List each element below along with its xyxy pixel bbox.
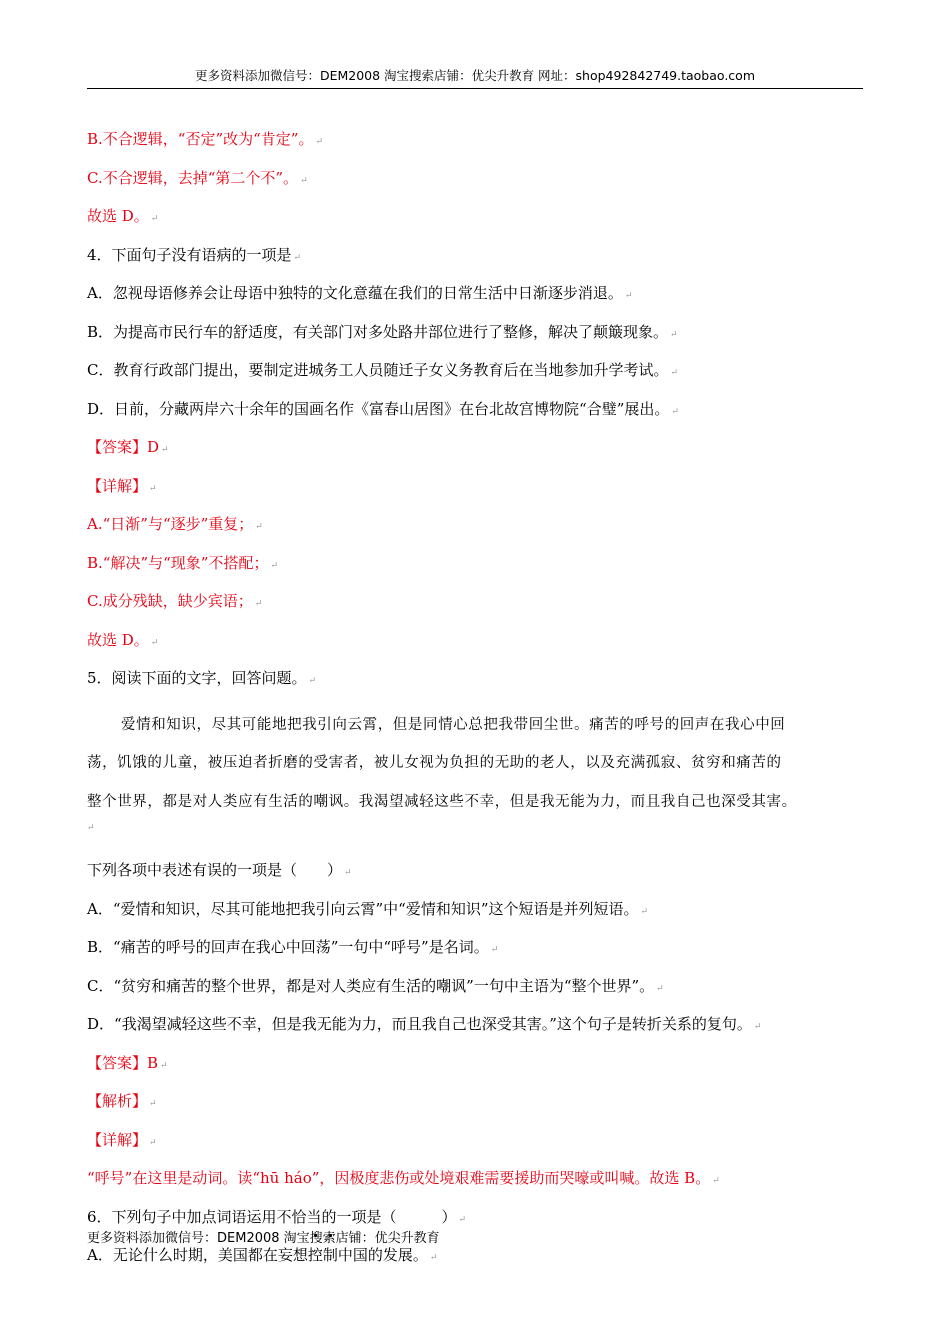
paragraph-mark-icon: ↵ (161, 445, 169, 455)
paragraph-mark-icon: ↵ (149, 483, 157, 494)
text-line: A．“爱情和知识，尽其可能地把我引向云霄”中“爱情和知识”这个短语是并列短语。 ↵ (87, 899, 649, 918)
paragraph-mark-icon: ↵ (270, 560, 279, 571)
text-line: 4．下面句子没有语病的一项是 ↵ (87, 245, 302, 264)
text-line: 下列各项中表述有误的一项是（ ） ↵ (87, 861, 352, 879)
text-line: B.“解决”与“现象”不搭配； ↵ (87, 553, 279, 572)
paragraph-mark-icon: ↵ (87, 823, 95, 833)
paragraph-mark-icon: ↵ (160, 1060, 168, 1071)
passage-line: 整个世界，都是对人类应有生活的嘲讽。我渴望减轻这些不幸，但是我无能为力，而且我自己也深受其害。 (87, 793, 797, 810)
text-line: C．教育行政部门提出，要制定进城务工人员随迁子女义务教育后在当地参加升学考试。 ↵ (87, 361, 679, 379)
document-body (87, 122, 867, 1277)
text-line: 【答案】B ↵ (87, 1053, 168, 1072)
text-line: C.不合逻辑，去掉“第二个不”。 ↵ (87, 168, 308, 187)
text-line: 故选 D。 ↵ (87, 630, 159, 649)
header-text: 更多资料添加微信号：DEM2008 淘宝搜索店铺：优尖升教育 网址：shop492842749.taobao.com (194, 68, 756, 83)
paragraph-mark-icon: ↵ (671, 406, 679, 417)
paragraph-mark-icon: ↵ (300, 175, 308, 186)
paragraph-mark-icon: ↵ (429, 1253, 438, 1263)
paragraph-mark-icon: ↵ (624, 291, 633, 301)
paragraph-mark-icon: ↵ (150, 637, 159, 648)
paragraph-mark-icon: ↵ (712, 1176, 720, 1186)
paragraph-mark-icon: ↵ (458, 1214, 467, 1225)
question-6-option-a: A．无论什么时期，美国都在妄想控制 中国的发展。 ↵ (87, 1238, 867, 1277)
paragraph-mark-icon: ↵ (656, 983, 664, 994)
text-line: 【答案】D ↵ (87, 438, 169, 456)
passage-line: 荡，饥饿的儿童，被压迫者折磨的受害者，被儿女视为负担的无助的老人，以及充满孤寂、贫穷和痛苦的 (87, 755, 782, 771)
text-line: 故选 D。 ↵ (87, 207, 159, 225)
paragraph-mark-icon: ↵ (670, 368, 679, 378)
text-line: C.成分残缺，缺少宾语； ↵ (87, 592, 263, 610)
paragraph-mark-icon: ↵ (490, 945, 499, 955)
text-line: 6．下列句子中加点词语运用不恰当的一项是（ ） ↵ (87, 1207, 467, 1226)
text-line: A．忽视母语修养会让母语中独特的文化意蕴在我们的日常生活中日渐逐步消退。 ↵ (87, 284, 633, 302)
text-line: B．为提高市民行车的舒适度，有关部门对多处路井部位进行了整修，解决了颠簸现象。 ↵ (87, 322, 678, 341)
page-header (87, 66, 863, 89)
text-line: C．“贫穷和痛苦的整个世界，都是对人类应有生活的嘲讽”一句中主语为“整个世界”。 ↵ (87, 976, 664, 995)
bottom-section (87, 853, 867, 1238)
text-line: 【详解】 ↵ (87, 476, 157, 495)
text-line: D．“我渴望减轻这些不幸，但是我无能为力，而且我自己也深受其害。”这个句子是转折关系的复句。 ↵ (87, 1015, 762, 1033)
text-line: B．“痛苦的呼号的回声在我心中回荡”一句中“呼号”是名词。 ↵ (87, 938, 499, 956)
text-line: “呼号”在这里是动词。读“hū háo”，因极度悲伤或处境艰难需要援助而哭嚎或叫喊。故选 B。 ↵ (87, 1169, 720, 1187)
paragraph-mark-icon: ↵ (315, 137, 324, 147)
paragraph-mark-icon: ↵ (149, 1099, 157, 1109)
reading-passage (87, 706, 863, 836)
paragraph-mark-icon: ↵ (308, 676, 317, 686)
paragraph-mark-icon: ↵ (344, 868, 352, 878)
top-section (87, 122, 867, 700)
passage-line: 爱情和知识，尽其可能地把我引向云霄，但是同情心总把我带回尘世。痛苦的呼号的回声在我心中回 (121, 716, 786, 733)
page-footer (87, 1227, 440, 1246)
paragraph-mark-icon: ↵ (150, 214, 159, 224)
paragraph-mark-icon: ↵ (293, 252, 302, 263)
paragraph-mark-icon: ↵ (255, 522, 263, 532)
emphasized-word: 控制 (308, 1238, 338, 1274)
paragraph-mark-icon: ↵ (670, 329, 678, 340)
text-line: D．日前，分藏两岸六十余年的国画名作《富春山居图》在台北故宫博物院“合璧”展出。 ↵ (87, 399, 679, 418)
footer-text: 更多资料添加微信号：DEM2008 淘宝搜索店铺：优尖升教育 (87, 1231, 440, 1246)
paragraph-mark-icon: ↵ (753, 1022, 762, 1032)
paragraph-mark-icon: ↵ (640, 906, 649, 917)
paragraph-mark-icon: ↵ (254, 599, 263, 609)
text-line: 5．阅读下面的文字，回答问题。 ↵ (87, 669, 317, 687)
text-line: 【解析】 ↵ (87, 1092, 157, 1110)
text-line: B.不合逻辑，“否定”改为“肯定”。 ↵ (87, 130, 324, 148)
paragraph-mark-icon: ↵ (149, 1137, 157, 1148)
text-line: A.“日渐”与“逐步”重复； ↵ (87, 515, 263, 533)
text-line: 【详解】 ↵ (87, 1130, 157, 1149)
